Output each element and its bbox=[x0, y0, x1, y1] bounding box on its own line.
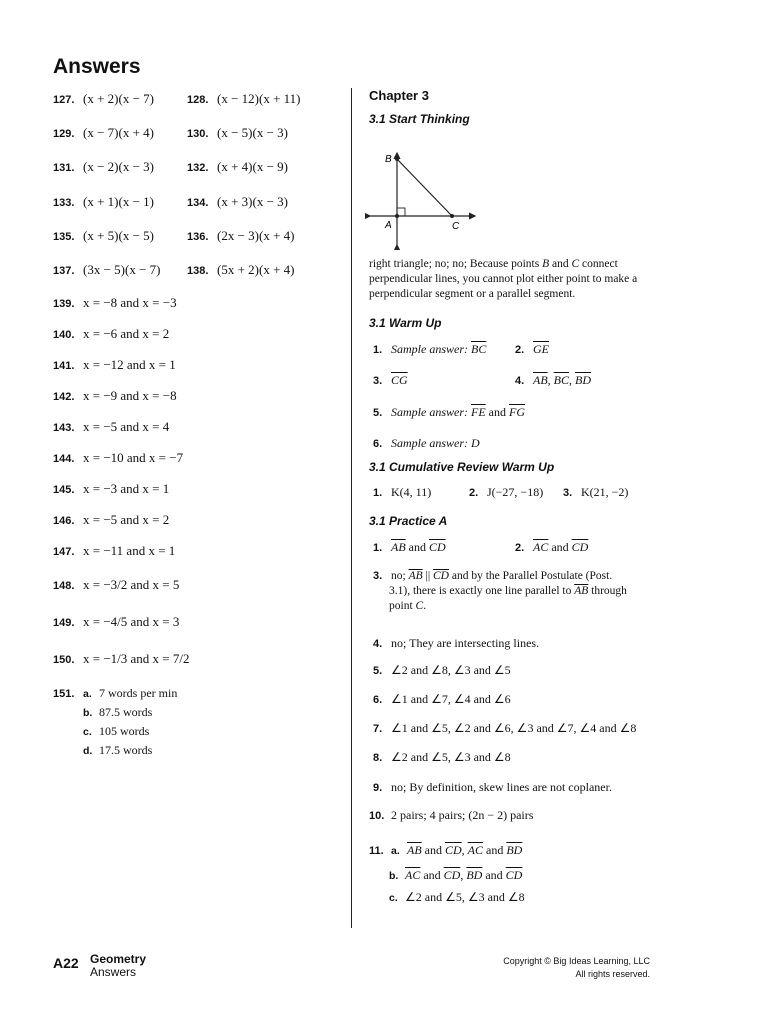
answer-expression: (x − 12)(x + 11) bbox=[217, 91, 301, 106]
practice-item-11b: b. $\overline{AC}$ and $\overline{CD}$, $\overline{BD}$ and $\overline{CD}$ bbox=[389, 868, 523, 882]
item-number: 4. bbox=[373, 638, 383, 650]
copyright-line: All rights reserved. bbox=[575, 969, 650, 979]
point-b bbox=[395, 157, 399, 161]
practice-item bbox=[515, 538, 588, 556]
item-number: 5. bbox=[373, 407, 383, 419]
answer-expression: (5x + 2)(x + 4) bbox=[217, 262, 295, 277]
item-number: 5. bbox=[373, 665, 383, 677]
item-text: no; They are intersecting lines. bbox=[391, 636, 540, 650]
answer-row bbox=[53, 124, 288, 142]
page-title: Answers bbox=[53, 55, 141, 78]
answer-row bbox=[83, 703, 152, 721]
item-number: 2. bbox=[515, 542, 525, 554]
item-number: 3. bbox=[373, 570, 383, 582]
item-number: 9. bbox=[373, 782, 383, 794]
practice-item bbox=[373, 690, 511, 708]
answer-row bbox=[53, 511, 169, 529]
answer-number: 136. bbox=[187, 231, 209, 243]
hypotenuse-line bbox=[397, 159, 452, 216]
warm-up-item bbox=[515, 371, 591, 389]
column-divider bbox=[351, 88, 352, 928]
answer-row bbox=[83, 741, 152, 759]
answer-expression: (x + 5)(x − 5) bbox=[83, 228, 154, 243]
answer-number: 139. bbox=[53, 298, 75, 310]
answer-expression: x = −4/5 and x = 3 bbox=[83, 614, 180, 629]
item-text: $\overline{AB}$, $\overline{BC}$, $\overline{BD}$ bbox=[533, 373, 592, 387]
answer-expression: x = −10 and x = −7 bbox=[83, 450, 184, 465]
answer-number: 147. bbox=[53, 546, 75, 558]
item-number: 2. bbox=[469, 487, 479, 499]
cumulative-item bbox=[373, 483, 431, 501]
cumulative-item bbox=[469, 483, 543, 501]
warm-up-item bbox=[515, 340, 549, 358]
item-text: $\overline{CG}$ bbox=[391, 373, 408, 387]
page-code: A22 bbox=[53, 955, 79, 971]
answer-expression: (x + 3)(x − 3) bbox=[217, 194, 288, 209]
practice-item bbox=[373, 634, 539, 652]
item-text: ∠2 and ∠8, ∠3 and ∠5 bbox=[391, 663, 511, 677]
item-text: Sample answer: $\overline{BC}$ bbox=[391, 342, 487, 356]
item-number: 6. bbox=[373, 694, 383, 706]
point-a bbox=[395, 214, 399, 218]
answer-row bbox=[53, 684, 177, 702]
answer-row bbox=[83, 722, 149, 740]
answer-number: 145. bbox=[53, 484, 75, 496]
item-text: $\overline{AB}$ and $\overline{CD}$ bbox=[391, 540, 446, 554]
answer-expression: (x − 7)(x + 4) bbox=[83, 125, 154, 140]
answer-row bbox=[53, 418, 169, 436]
answer-expression: x = −3/2 and x = 5 bbox=[83, 577, 180, 592]
item-text: ∠1 and ∠7, ∠4 and ∠6 bbox=[391, 692, 511, 706]
item-number: 7. bbox=[373, 723, 383, 735]
item-text: $\overline{AC}$ and $\overline{CD}$ bbox=[533, 540, 589, 554]
answer-number: 144. bbox=[53, 453, 75, 465]
answer-number: 132. bbox=[187, 162, 209, 174]
item-text: ∠1 and ∠5, ∠2 and ∠6, ∠3 and ∠7, ∠4 and ∠8 bbox=[391, 721, 637, 735]
answer-row bbox=[53, 193, 288, 211]
book-name: Geometry bbox=[90, 952, 147, 966]
warm-up-item bbox=[373, 403, 525, 421]
answer-expression: x = −6 and x = 2 bbox=[83, 326, 170, 341]
warm-up-item bbox=[373, 434, 480, 452]
answer-number: 151. bbox=[53, 688, 75, 700]
chapter-heading: Chapter 3 bbox=[369, 88, 429, 103]
practice-item-11c: c. ∠2 and ∠5, ∠3 and ∠8 bbox=[389, 890, 525, 904]
answer-row bbox=[53, 650, 190, 668]
answer-number: 127. bbox=[53, 94, 75, 106]
answer-expression: x = −1/3 and x = 7/2 bbox=[83, 651, 190, 666]
part-text: 7 words per min bbox=[99, 686, 178, 700]
item-number: 6. bbox=[373, 438, 383, 450]
answer-number: 150. bbox=[53, 654, 75, 666]
answer-expression: (3x − 5)(x − 7) bbox=[83, 262, 161, 277]
answer-row bbox=[53, 158, 288, 176]
practice-item bbox=[373, 661, 511, 679]
answer-expression: (2x − 3)(x + 4) bbox=[217, 228, 295, 243]
part-label: d. bbox=[83, 745, 93, 757]
item-text: ∠2 and ∠5, ∠3 and ∠8 bbox=[391, 750, 511, 764]
part-text: 105 words bbox=[99, 724, 150, 738]
answer-expression: (x + 2)(x − 7) bbox=[83, 91, 154, 106]
item-number: 1. bbox=[373, 487, 383, 499]
item-number: 3. bbox=[563, 487, 573, 499]
answer-expression: x = −9 and x = −8 bbox=[83, 388, 177, 403]
answer-number: 149. bbox=[53, 617, 75, 629]
warm-up-item bbox=[373, 340, 486, 358]
answer-number: 138. bbox=[187, 265, 209, 277]
answer-number: 141. bbox=[53, 360, 75, 372]
section-heading-start-thinking: 3.1 Start Thinking bbox=[369, 112, 470, 126]
label-a: A bbox=[385, 220, 392, 231]
item-number: 11. bbox=[369, 845, 384, 857]
item-number: 10. bbox=[369, 810, 385, 822]
answer-number: 130. bbox=[187, 128, 209, 140]
item-text: Sample answer: $\overline{FE}$ and $\overline{FG}$ bbox=[391, 405, 525, 419]
answer-row bbox=[53, 325, 169, 343]
section-heading-practice: 3.1 Practice A bbox=[369, 514, 448, 528]
book-section: Answers bbox=[90, 965, 137, 979]
answer-number: 131. bbox=[53, 162, 75, 174]
item-number: 1. bbox=[373, 344, 383, 356]
part-label: c. bbox=[83, 726, 92, 738]
part-text: 87.5 words bbox=[99, 705, 153, 719]
item-text: $\overline{GE}$ bbox=[533, 342, 549, 356]
cumulative-item bbox=[563, 483, 628, 501]
item-text: K(21, −2) bbox=[581, 485, 629, 499]
answer-number: 146. bbox=[53, 515, 75, 527]
practice-item-3: 3. no; $\overline{AB}$ || $\overline{CD}$ and by the Parallel Postulate (Post. 3.1), there is exactly one line parallel to $\overline{AB}$ through point C. bbox=[373, 570, 627, 612]
item-text: 2 pairs; 4 pairs; (2n − 2) pairs bbox=[391, 808, 534, 822]
copyright-line: Copyright © Big Ideas Learning, LLC bbox=[503, 956, 650, 966]
answer-expression: x = −12 and x = 1 bbox=[83, 357, 176, 372]
answer-row bbox=[53, 227, 294, 245]
answer-expression: (x − 5)(x − 3) bbox=[217, 125, 288, 140]
warm-up-item bbox=[373, 371, 408, 389]
practice-item bbox=[373, 538, 446, 556]
answer-number: 148. bbox=[53, 580, 75, 592]
answer-row bbox=[53, 480, 169, 498]
answer-number: 133. bbox=[53, 197, 75, 209]
point-c bbox=[450, 214, 454, 218]
item-text: J(−27, −18) bbox=[487, 485, 544, 499]
practice-item bbox=[369, 806, 533, 824]
answer-expression: x = −5 and x = 4 bbox=[83, 419, 170, 434]
answer-row bbox=[53, 90, 301, 108]
item-number: 1. bbox=[373, 542, 383, 554]
answer-row bbox=[53, 261, 294, 279]
book-title bbox=[90, 953, 146, 979]
answer-number: 128. bbox=[187, 94, 209, 106]
answer-expression: x = −11 and x = 1 bbox=[83, 543, 176, 558]
answer-expression: x = −8 and x = −3 bbox=[83, 295, 177, 310]
answer-row bbox=[53, 613, 179, 631]
right-triangle-figure bbox=[365, 145, 480, 250]
item-number: 8. bbox=[373, 752, 383, 764]
section-heading-warm-up: 3.1 Warm Up bbox=[369, 316, 442, 330]
answer-row bbox=[53, 356, 176, 374]
answer-expression: x = −3 and x = 1 bbox=[83, 481, 170, 496]
item-text: K(4, 11) bbox=[391, 485, 432, 499]
answer-expression: (x + 1)(x − 1) bbox=[83, 194, 154, 209]
practice-item bbox=[373, 719, 636, 737]
answer-number: 129. bbox=[53, 128, 75, 140]
copyright bbox=[503, 955, 650, 981]
answer-number: 143. bbox=[53, 422, 75, 434]
answer-expression: (x + 4)(x − 9) bbox=[217, 159, 288, 174]
answer-number: 135. bbox=[53, 231, 75, 243]
item-number: 4. bbox=[515, 375, 525, 387]
answer-number: 137. bbox=[53, 265, 75, 277]
answer-row bbox=[53, 542, 175, 560]
answer-row bbox=[53, 576, 179, 594]
item-text: no; By definition, skew lines are not coplaner. bbox=[391, 780, 612, 794]
section-heading-cumulative: 3.1 Cumulative Review Warm Up bbox=[369, 460, 555, 474]
practice-item-11a: 11. a. $\overline{AB}$ and $\overline{CD}$, $\overline{AC}$ and $\overline{BD}$ bbox=[369, 843, 523, 857]
answer-expression: x = −5 and x = 2 bbox=[83, 512, 170, 527]
answer-number: 142. bbox=[53, 391, 75, 403]
item-number: 3. bbox=[373, 375, 383, 387]
practice-item bbox=[373, 778, 612, 796]
answer-expression: (x − 2)(x − 3) bbox=[83, 159, 154, 174]
label-b: B bbox=[385, 154, 392, 165]
answer-number: 140. bbox=[53, 329, 75, 341]
answer-row bbox=[53, 387, 177, 405]
practice-item bbox=[373, 748, 511, 766]
item-text: ∠2 and ∠5, ∠3 and ∠8 bbox=[405, 890, 525, 904]
answer-row bbox=[53, 449, 183, 467]
part-text: 17.5 words bbox=[99, 743, 153, 757]
answer-number: 134. bbox=[187, 197, 209, 209]
item-text: $\overline{AC}$ and $\overline{CD}$, $\overline{BD}$ and $\overline{CD}$ bbox=[405, 868, 523, 882]
part-label: b. bbox=[83, 707, 93, 719]
start-thinking-answer: right triangle; no; no; Because points B and C connect perpendicular lines, you cannot plot either point to make a perpendicular segment or a parallel segment. bbox=[369, 258, 638, 300]
item-number: 2. bbox=[515, 344, 525, 356]
part-label: a. bbox=[83, 688, 92, 700]
item-text: $\overline{AB}$ and $\overline{CD}$, $\overline{AC}$ and $\overline{BD}$ bbox=[407, 843, 523, 857]
answer-row bbox=[53, 294, 177, 312]
label-c: C bbox=[452, 221, 460, 232]
item-text: Sample answer: D bbox=[391, 436, 480, 450]
